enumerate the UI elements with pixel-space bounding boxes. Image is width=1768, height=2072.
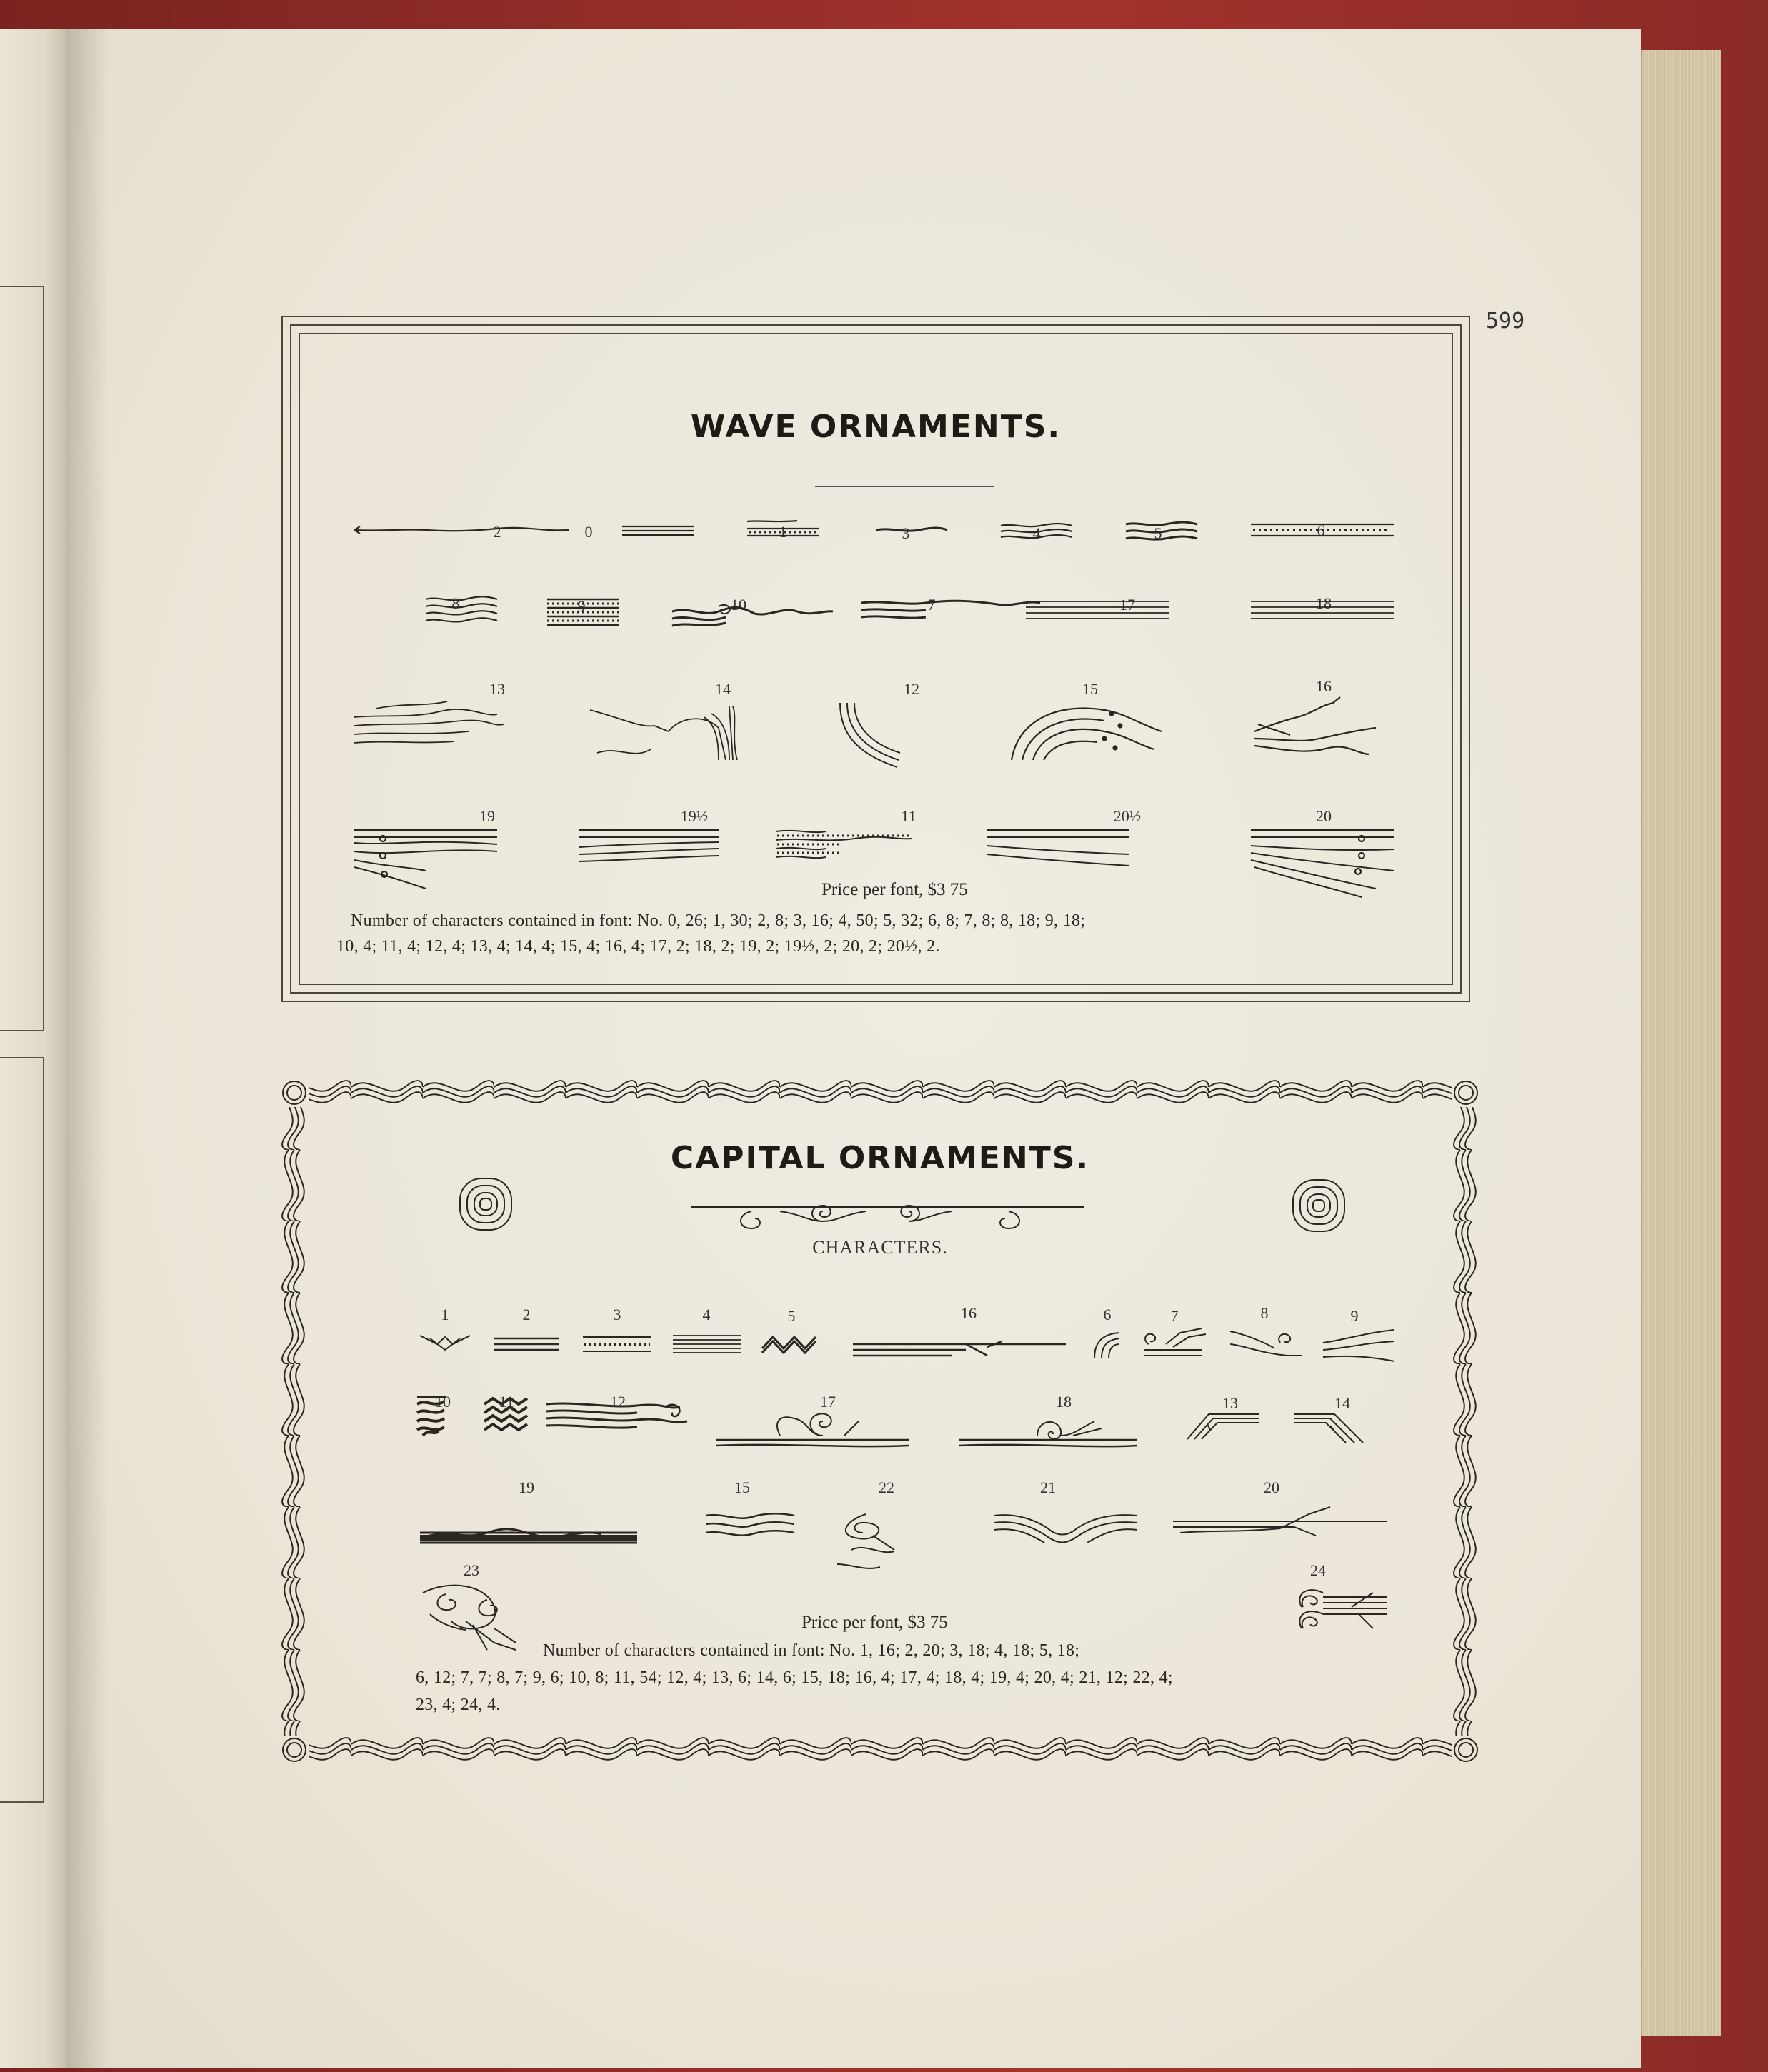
ornament-label: 13	[489, 680, 505, 698]
ornament-label: 8	[451, 594, 460, 612]
ornament-label: 17	[820, 1393, 836, 1411]
wave-count-line: 10, 4; 11, 4; 12, 4; 13, 4; 14, 4; 15, 4; 16, 4; 17, 2; 18, 2; 19, 2; 19½, 2; 20, 2; 20½, 2.	[336, 937, 940, 956]
capital-count-line: 6, 12; 7, 7; 8, 7; 9, 6; 10, 8; 11, 54; 12, 4; 13, 6; 14, 6; 15, 18; 16, 4; 17, 4; 18, 4; 19, 4; 20, 4; 21, 12; 22, 4;	[416, 1668, 1173, 1687]
ornament-label: 10	[731, 596, 746, 614]
ornament-label: 24	[1310, 1561, 1326, 1579]
capital-count-line: 23, 4; 24, 4.	[416, 1696, 501, 1714]
ornament-label: 1	[779, 523, 787, 541]
wave-ornaments-panel	[281, 316, 1470, 1002]
ornament-label: 5	[1154, 524, 1162, 542]
ornament-label: 15	[1082, 680, 1098, 698]
left-page-frame	[0, 286, 44, 1031]
capital-price: Price per font, $3 75	[801, 1613, 948, 1632]
ornament-label: 19	[479, 807, 495, 825]
ornament-label: 23	[464, 1561, 479, 1579]
ornament-label: 21	[1040, 1478, 1056, 1496]
capital-ornament-drawings	[280, 1078, 1480, 1764]
left-page-frame	[0, 1057, 44, 1803]
ornament-label: 4	[1032, 524, 1041, 542]
ornament-label: 3	[613, 1306, 621, 1323]
ornament-label: 16	[1316, 677, 1332, 695]
ornament-label: 2	[493, 523, 501, 541]
ornament-label: 20	[1264, 1478, 1279, 1496]
ornament-label: 2	[522, 1306, 531, 1323]
ornament-label: 17	[1119, 596, 1135, 614]
ornament-label: 0	[584, 523, 593, 541]
ornament-label: 20	[1316, 807, 1332, 825]
ornament-label: 8	[1260, 1304, 1269, 1322]
wave-price: Price per font, $3 75	[821, 880, 968, 899]
ornament-label: 11	[499, 1393, 514, 1411]
ornament-label: 19	[519, 1478, 534, 1496]
ornament-label: 18	[1316, 594, 1332, 612]
ornament-label: 7	[1170, 1307, 1179, 1325]
ornament-label: 6	[1103, 1306, 1112, 1323]
ornament-label: 7	[927, 596, 936, 614]
ornament-label: 9	[1350, 1307, 1359, 1325]
page-number: 599	[1486, 309, 1525, 334]
ornament-label: 20½	[1113, 807, 1142, 825]
ornament-label: 15	[734, 1478, 750, 1496]
ornament-label: 12	[610, 1393, 626, 1411]
capital-ornaments-panel	[280, 1078, 1480, 1764]
ornament-label: 14	[1334, 1394, 1350, 1412]
ornament-label: 6	[1317, 521, 1325, 539]
ornament-label: 19½	[680, 807, 709, 825]
ornament-label: 10	[435, 1393, 451, 1411]
ornament-label: 11	[901, 807, 917, 825]
left-page-edge	[0, 29, 67, 2068]
ornament-label: 14	[715, 680, 731, 698]
ornament-label: 5	[787, 1307, 796, 1325]
ornament-label: 18	[1056, 1393, 1072, 1411]
capital-count-line: Number of characters contained in font: No. 1, 16; 2, 20; 3, 18; 4, 18; 5, 18;	[543, 1641, 1080, 1660]
ornament-label: 13	[1222, 1394, 1238, 1412]
page-edges	[1641, 50, 1721, 2036]
wave-count-line: Number of characters contained in font: No. 0, 26; 1, 30; 2, 8; 3, 16; 4, 50; 5, 32; 6, 8; 7, 8; 8, 18; 9, 18;	[351, 911, 1086, 930]
ornament-label: 16	[961, 1304, 977, 1322]
wave-title: WAVE ORNAMENTS.	[690, 409, 1062, 445]
characters-heading: CHARACTERS.	[812, 1237, 948, 1258]
ornament-label: 12	[904, 680, 919, 698]
ornament-label: 9	[577, 597, 586, 615]
page	[66, 29, 1641, 2068]
ornament-label: 22	[879, 1478, 894, 1496]
ornament-label: 4	[702, 1306, 711, 1323]
capital-title: CAPITAL ORNAMENTS.	[670, 1140, 1090, 1176]
ornament-label: 1	[441, 1306, 449, 1323]
ornament-label: 3	[902, 524, 910, 542]
